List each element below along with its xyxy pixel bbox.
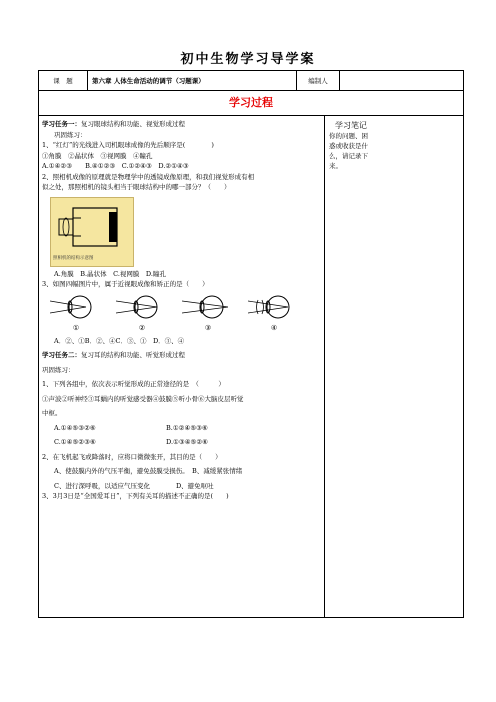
eye-icon <box>116 294 168 320</box>
eye-icon <box>50 294 102 320</box>
column-divider <box>324 115 325 617</box>
t2-q1-items-2: 中枢。 <box>42 409 62 417</box>
t1-q2-line1: 2、照相机成像的原理就是物理学中的透镜成像原理，和我们视觉形成有相 <box>42 172 255 181</box>
t1-q1: 1、“红灯”的光线进入司机眼球成像的先后顺序是( ) <box>42 141 214 149</box>
t2-q1-option-b: B.①②④⑤③⑥ <box>166 423 208 432</box>
t1-q3: 3、如图四幅图片中，属于近视眼成像和矫正的是（ ） <box>42 280 209 288</box>
task2-title: 学习任务二： <box>42 351 81 359</box>
course-title: 第六章 人体生命活动的调节（习题课） <box>88 71 297 91</box>
camera-icon <box>51 198 133 256</box>
t2-q2-options-cd: C、进行深呼吸，以适应气压变化 D、避免呕吐 <box>54 481 214 490</box>
t1-q2-line2: 似之处，那照相机的镜头相当于眼球结构中的哪一部分？（ ） <box>42 183 231 191</box>
t2-q1: 1、下列各组中，依次表示听觉形成的正常途径的是 （ ） <box>42 380 225 388</box>
t2-q2: 2、在飞机起飞或降落时，应将口微微张开，其目的是（ ） <box>42 452 222 461</box>
t1-q1-options: A.①④②③ B.④①②③ C.①②④③ D.②①④③ <box>42 162 189 170</box>
t2-q3: 3、3月3日是“全国爱耳日”，下列有关耳的描述不正确的是( ) <box>42 492 229 500</box>
task1-title: 学习任务一： <box>42 120 81 128</box>
eye-label-1: ① <box>72 324 80 332</box>
notes-heading: 学习笔记 <box>335 121 367 130</box>
eye-label-4: ④ <box>270 324 278 332</box>
course-label: 课 题 <box>39 71 88 91</box>
task2-practice: 巩固练习： <box>42 365 75 374</box>
t2-q1-options-cd <box>42 437 322 448</box>
t1-q2-options: A.角膜 B.晶状体 C.视网膜 D.瞳孔 <box>54 269 166 278</box>
t1-q3-options: A．②、①B．②、④C．③、① D．③、④ <box>54 336 185 345</box>
t2-q2-options-ab: A、使鼓膜内外的气压平衡，避免鼓膜受损伤。 B、减缓紧张情绪 <box>54 467 243 475</box>
eye-icon <box>248 294 300 320</box>
author-value[interactable] <box>340 71 464 91</box>
eye-diagram-2 <box>116 294 168 334</box>
task2-desc: 复习耳的结构和功能、听觉形成过程 <box>81 351 185 359</box>
t2-q1-option-c: C.①④⑤②③⑥ <box>54 438 96 446</box>
task1-practice: 巩固练习： <box>54 130 87 139</box>
eye-diagrams <box>50 294 322 334</box>
author-label: 编制人 <box>297 71 340 91</box>
eye-icon <box>182 294 234 320</box>
eye-label-3: ③ <box>204 324 212 332</box>
notes-column <box>329 121 373 171</box>
notes-body: 你的问题、困惑或收获是什么，请记录下来。 <box>329 132 368 170</box>
t1-q1-items: ①角膜 ②晶状体 ③视网膜 ④瞳孔 <box>42 151 153 160</box>
eye-diagram-3 <box>182 294 234 334</box>
camera-caption: 照相机的结构示意图 <box>53 256 94 261</box>
page-title: 初中生物学习导学案 <box>180 52 316 67</box>
t2-q1-options-ab <box>42 423 322 434</box>
t2-q1-option-d: D.①③④⑤②⑥ <box>166 438 209 446</box>
eye-label-2: ② <box>138 324 146 332</box>
task1-desc: 复习眼球结构和功能、视觉形成过程 <box>81 120 185 128</box>
content-box <box>38 90 464 618</box>
t2-q1-option-a: A.①④⑤③②⑥ <box>54 423 96 432</box>
eye-diagram-1 <box>50 294 102 334</box>
info-table <box>38 70 464 91</box>
eye-diagram-4 <box>248 294 300 334</box>
section-title: 学习过程 <box>39 91 463 116</box>
camera-diagram <box>50 197 134 267</box>
t2-q1-items-1: ①声波②听神经③耳蜗内的听觉感受器④鼓膜⑤听小骨⑥大脑皮层听觉 <box>42 394 244 403</box>
main-column <box>42 119 322 502</box>
